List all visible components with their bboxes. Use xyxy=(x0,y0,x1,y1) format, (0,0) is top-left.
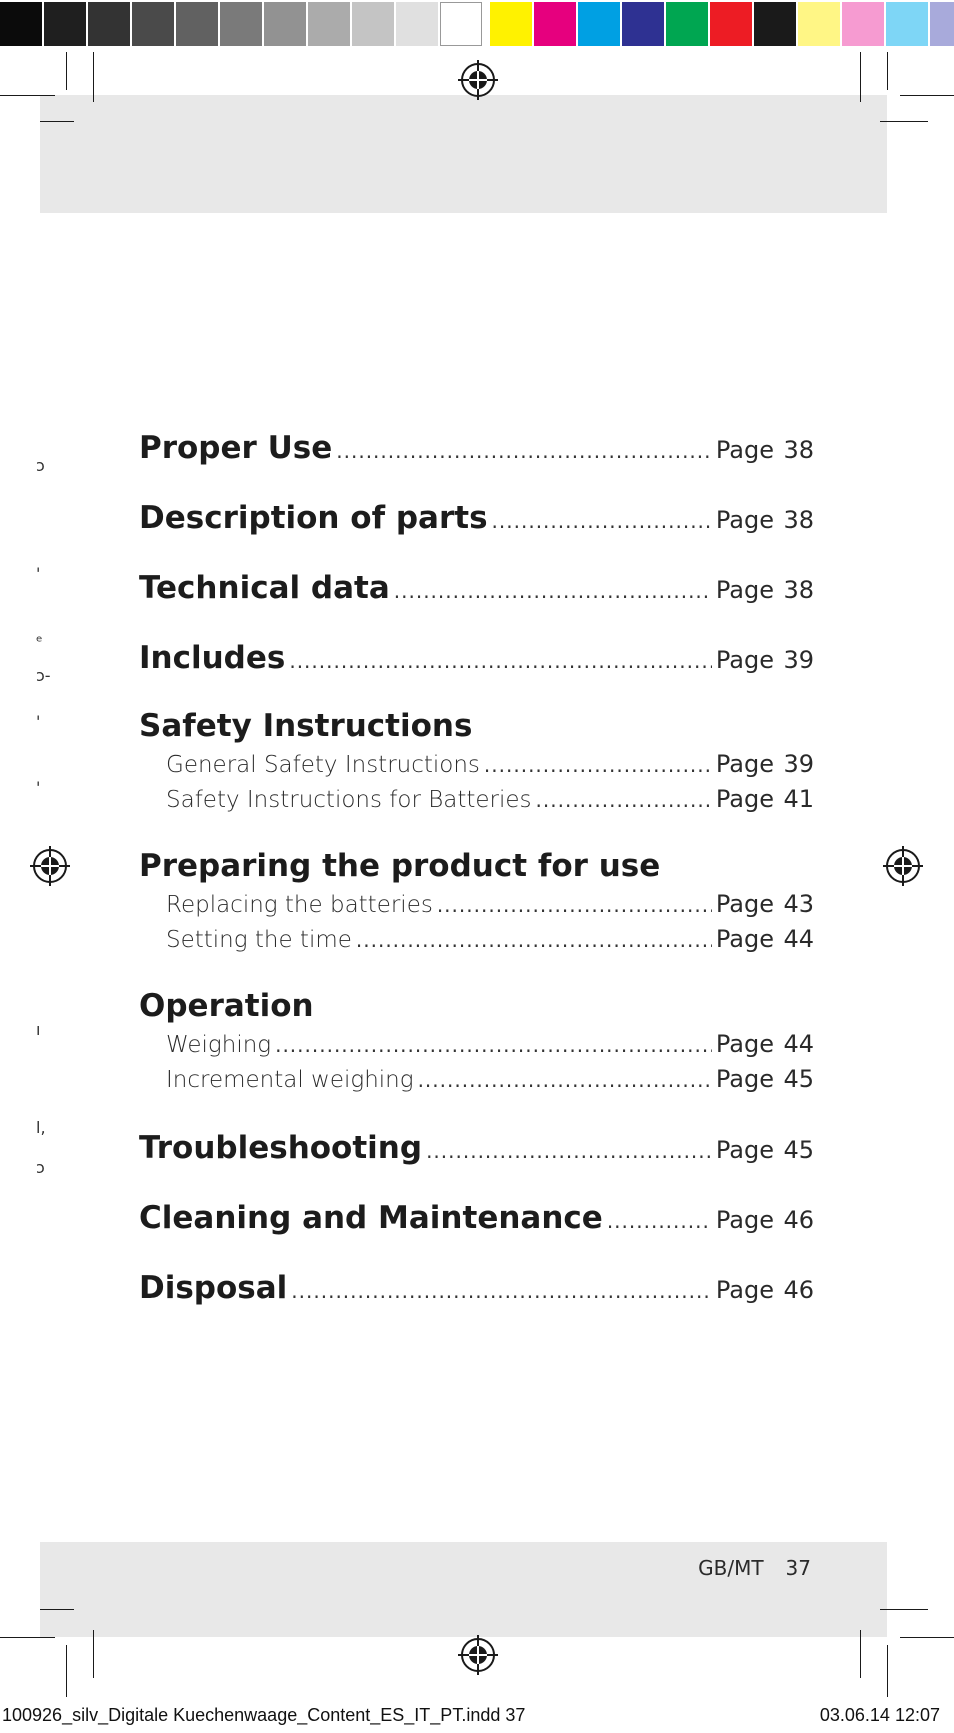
toc-entry-page xyxy=(716,1206,814,1234)
registration-mark-icon xyxy=(883,846,923,886)
crop-mark xyxy=(93,1630,94,1678)
slug-filename: 100926_silv_Digitale Kuechenwaage_Content_ES_IT_PT.indd 37 xyxy=(2,1705,526,1725)
color-swatch xyxy=(440,2,482,46)
page-word: Page xyxy=(715,506,774,534)
toc-subentry[interactable] xyxy=(166,1030,814,1060)
toc-entry-page xyxy=(716,1065,814,1093)
toc-subentry-title: Safety Instructions for Batteries xyxy=(166,787,532,813)
toc-section-heading: Preparing the product for use xyxy=(139,848,661,884)
color-swatch xyxy=(622,2,664,46)
page-number: 39 xyxy=(783,646,814,674)
edge-fragment: ɔ- xyxy=(36,666,51,685)
page-word: Page xyxy=(715,750,774,778)
color-swatch xyxy=(710,2,752,46)
crop-mark xyxy=(0,1637,55,1638)
toc-entry[interactable] xyxy=(139,640,814,680)
toc-entry-page xyxy=(716,925,814,953)
dot-leader xyxy=(492,509,712,533)
slug-datetime: 03.06.14 12:07 xyxy=(819,1705,940,1725)
toc-entry-title: Technical data xyxy=(139,570,390,606)
edge-fragment: l, xyxy=(36,1118,46,1137)
toc-entry[interactable] xyxy=(139,500,814,540)
toc-entry-page xyxy=(716,506,814,534)
dot-leader xyxy=(484,753,712,777)
page-folio xyxy=(698,1556,811,1580)
color-calibration-bar xyxy=(0,0,954,48)
page-word: Page xyxy=(715,1276,774,1304)
top-grey-band xyxy=(40,95,887,213)
color-swatch xyxy=(666,2,708,46)
toc-entry[interactable] xyxy=(139,430,814,470)
registration-mark-icon xyxy=(458,1635,498,1675)
toc-entry-page xyxy=(716,1136,814,1164)
toc-subentry-title: Replacing the batteries xyxy=(166,892,433,918)
page-word: Page xyxy=(715,646,774,674)
toc-subentry[interactable] xyxy=(166,1065,814,1095)
folio-region: GB/MT xyxy=(698,1556,764,1580)
page-number: 43 xyxy=(783,890,814,918)
edge-fragment: ı xyxy=(36,1020,41,1039)
page-number: 38 xyxy=(783,436,814,464)
color-swatch xyxy=(44,2,86,46)
edge-fragment: ɔ xyxy=(36,1158,45,1177)
toc-entry[interactable] xyxy=(139,1130,814,1170)
color-swatch xyxy=(886,2,928,46)
toc-section-heading: Operation xyxy=(139,988,314,1024)
edge-fragment: ' xyxy=(36,712,41,731)
toc-entry[interactable] xyxy=(139,570,814,610)
toc-entry-title: Description of parts xyxy=(139,500,488,536)
crop-mark xyxy=(0,95,55,96)
toc-subentry-title: Weighing xyxy=(166,1032,272,1058)
page-word: Page xyxy=(715,1206,774,1234)
dot-leader xyxy=(607,1209,712,1233)
crop-mark xyxy=(860,52,861,102)
dot-leader xyxy=(291,1279,712,1303)
page-number: 44 xyxy=(783,1030,814,1058)
crop-mark xyxy=(887,1645,888,1697)
toc-entry-page xyxy=(716,1276,814,1304)
color-swatch xyxy=(798,2,840,46)
toc-section-heading: Safety Instructions xyxy=(139,708,473,744)
toc-entry-page xyxy=(716,436,814,464)
edge-fragment: ' xyxy=(36,778,41,797)
folio-page-number: 37 xyxy=(785,1556,811,1580)
page-word: Page xyxy=(715,785,774,813)
dot-leader xyxy=(275,1033,712,1057)
crop-mark xyxy=(93,52,94,102)
registration-mark-icon xyxy=(30,846,70,886)
color-swatch xyxy=(578,2,620,46)
edge-fragment: ᵉ xyxy=(36,632,43,651)
toc-entry-page xyxy=(716,785,814,813)
dot-leader xyxy=(289,649,712,673)
page-word: Page xyxy=(715,1065,774,1093)
toc-entry[interactable] xyxy=(139,1270,814,1310)
page-number: 46 xyxy=(783,1206,814,1234)
crop-mark xyxy=(66,1645,67,1697)
color-swatch xyxy=(88,2,130,46)
dot-leader xyxy=(437,893,712,917)
crop-mark xyxy=(887,52,888,90)
crop-mark xyxy=(40,1609,74,1610)
page-word: Page xyxy=(715,1136,774,1164)
page-word: Page xyxy=(715,890,774,918)
page-word: Page xyxy=(715,576,774,604)
toc-entry[interactable] xyxy=(139,1200,814,1240)
color-swatch xyxy=(308,2,350,46)
page-word: Page xyxy=(715,1030,774,1058)
toc-entry-page xyxy=(716,576,814,604)
page-number: 45 xyxy=(783,1065,814,1093)
crop-mark xyxy=(900,95,954,96)
dot-leader xyxy=(336,439,712,463)
edge-fragment: ' xyxy=(36,564,41,583)
toc-subentry-title: Setting the time xyxy=(166,927,352,953)
color-swatch xyxy=(754,2,796,46)
crop-mark xyxy=(860,1630,861,1678)
toc-entry-title: Cleaning and Maintenance xyxy=(139,1200,603,1236)
toc-subentry-title: General Safety Instructions xyxy=(166,752,480,778)
color-swatch xyxy=(396,2,438,46)
toc-entry-page xyxy=(716,750,814,778)
toc-entry-page xyxy=(716,890,814,918)
crop-mark xyxy=(880,1609,928,1610)
color-swatch xyxy=(264,2,306,46)
page-number: 46 xyxy=(783,1276,814,1304)
dot-leader xyxy=(536,788,712,812)
color-swatch xyxy=(490,2,532,46)
toc-subentry[interactable] xyxy=(166,750,814,780)
dot-leader xyxy=(426,1139,712,1163)
color-swatch xyxy=(176,2,218,46)
toc-entry-title: Troubleshooting xyxy=(139,1130,423,1166)
crop-mark xyxy=(900,1637,954,1638)
color-swatch xyxy=(0,2,42,46)
page-word: Page xyxy=(715,436,774,464)
crop-mark xyxy=(880,121,928,122)
color-swatch xyxy=(842,2,884,46)
page-number: 44 xyxy=(783,925,814,953)
color-swatch xyxy=(930,2,954,46)
color-swatch xyxy=(132,2,174,46)
toc-entry-title: Includes xyxy=(139,640,286,676)
dot-leader xyxy=(418,1068,712,1092)
toc-subentry[interactable] xyxy=(166,925,814,955)
page-number: 39 xyxy=(783,750,814,778)
crop-mark xyxy=(66,52,67,90)
toc-entry-page xyxy=(716,646,814,674)
page-number: 38 xyxy=(783,576,814,604)
page-number: 45 xyxy=(783,1136,814,1164)
color-swatch xyxy=(534,2,576,46)
color-swatch xyxy=(220,2,262,46)
color-swatch xyxy=(352,2,394,46)
dot-leader xyxy=(356,928,712,952)
registration-mark-icon xyxy=(458,60,498,100)
toc-subentry-title: Incremental weighing xyxy=(166,1067,414,1093)
toc-entry-title: Disposal xyxy=(139,1270,288,1306)
toc-entry-title: Proper Use xyxy=(139,430,333,466)
toc-entry-page xyxy=(716,1030,814,1058)
page-number: 41 xyxy=(783,785,814,813)
toc-subentry[interactable] xyxy=(166,890,814,920)
toc-subentry[interactable] xyxy=(166,785,814,815)
dot-leader xyxy=(394,579,712,603)
crop-mark xyxy=(40,121,74,122)
page-word: Page xyxy=(715,925,774,953)
edge-fragment: ɔ xyxy=(36,456,45,475)
page-number: 38 xyxy=(783,506,814,534)
